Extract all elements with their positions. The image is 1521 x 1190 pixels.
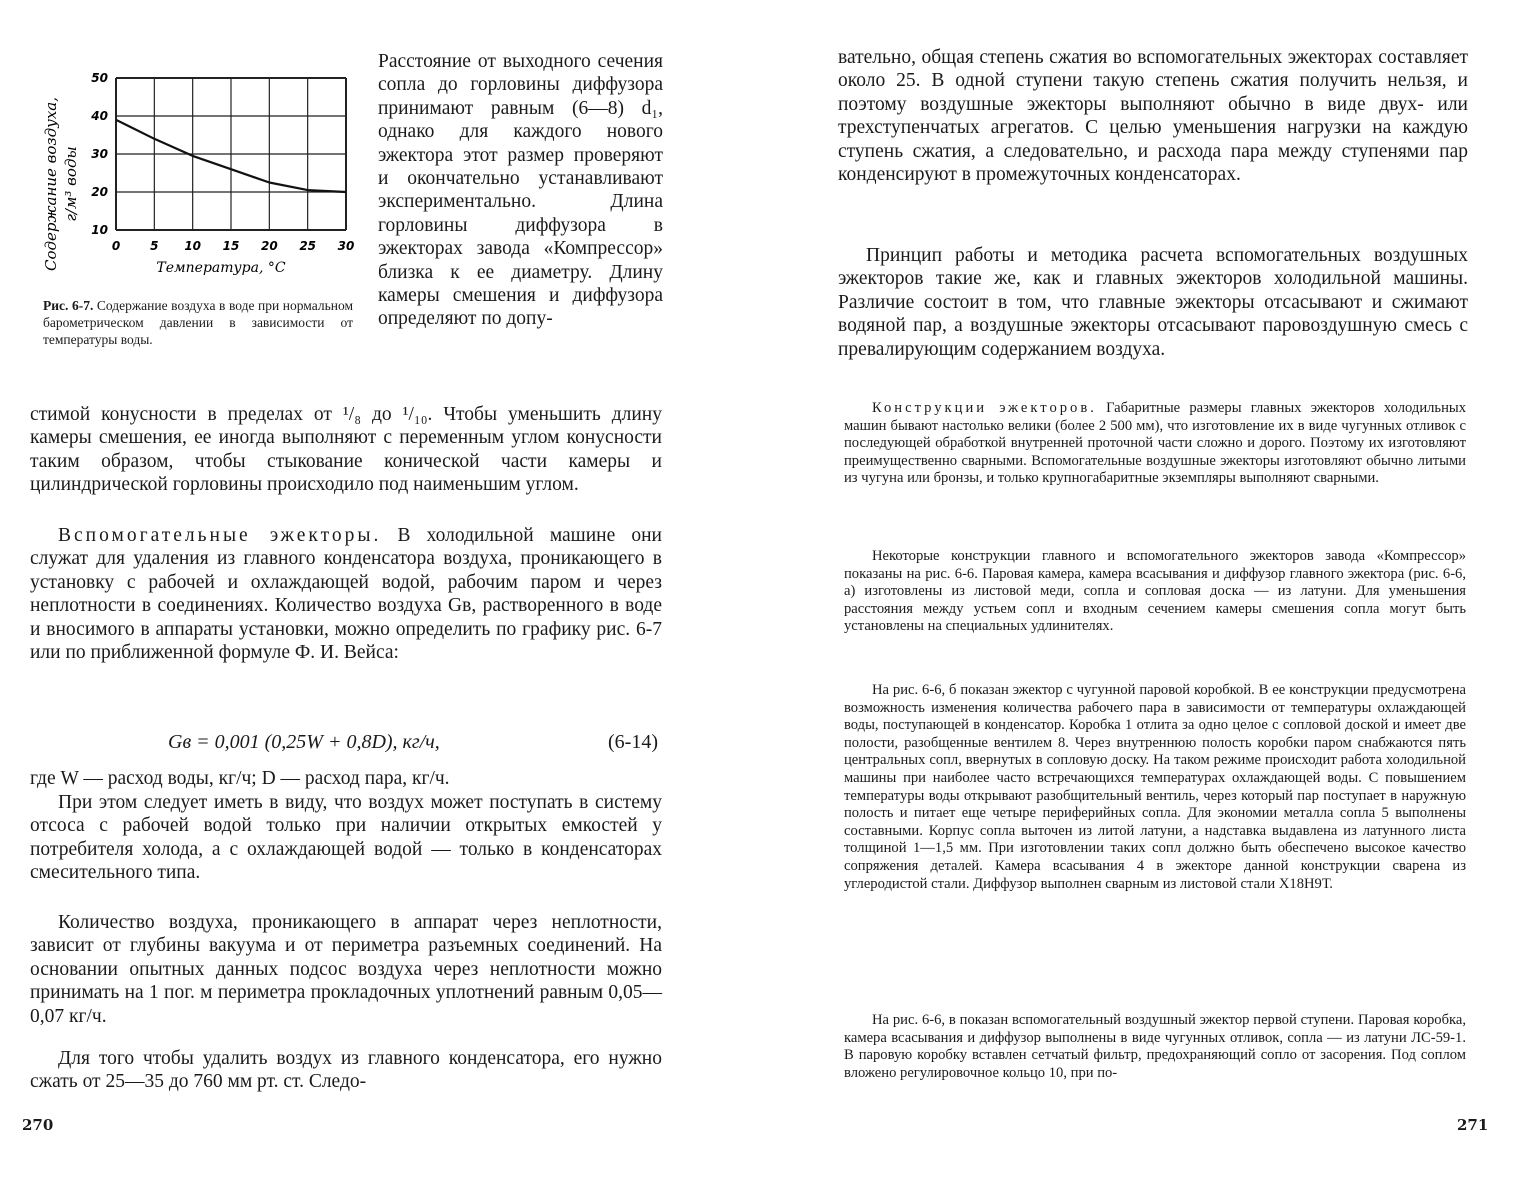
- paragraph-cast-iron-box: На рис. 6-6, б показан эжектор с чугунной паровой коробкой. В ее конструкции предусмотрена возможность изменения количества рабочего пара в зависимости от температуры охлаждающей воды, поступающей в конденсатор. Коробка 1 отлита за одно целое с сопловой доской и имеет две полости, разобщенные вентилем 8. Через внутреннюю полость коробки паром снабжаются пять центральных сопл, ввернутых в сопловую доску. На таком режиме происходит работа холодильной машины при наиболее часто встречающихся температурах охлаждающей воды. С повышением температуры воды открывают разобщительный вентиль, через который пар поступает в наружную полость и питает еще четыре периферийных сопла. Для экономии металла сопла 5 выполнены составными. Корпус сопла выточен из литой латуни, а надставка выдавлена из латунного листа толщиной 1—1,5 мм. При изготовлении таких сопл должно быть обеспечено высокое качество сопряжения деталей. Камера всасывания 4 в эжекторе данной конструкции сварена из углеродистой стали. Диффузор выполнен сварным из листовой стали Х18Н9Т.: [844, 682, 1466, 892]
- section-heading-designs: Конструкции эжекторов.: [872, 400, 1097, 416]
- left-page: [0, 0, 700, 1190]
- paragraph-auxiliary-ejectors: [30, 524, 662, 664]
- x-axis-label: Температура, °С: [156, 260, 286, 276]
- paragraph-air-leakage: Количество воздуха, проникающего в аппарат через неплотности, зависит от глубины вакуума и от периметра разъемных соединений. На основании опытных данных подсос воздуха через неплотности можно принимать на 1 пог. м периметра прокладочных уплотнений равным 0,05—0,07 кг/ч.: [30, 912, 662, 1027]
- y-tick-label: 30: [91, 147, 108, 161]
- paragraph-working-principle: Принцип работы и методика расчета вспомогательных воздушных эжекторов такие же, как и главных эжекторов холодильной машины. Различие состоит в том, что главные эжекторы отсасывают и сжимают водяной пар, а воздушные эжекторы отсасывают паровоздушную смесь с превалирующим содержанием воздуха.: [838, 245, 1468, 360]
- section-heading-auxiliary: Вспомогательные эжекторы.: [58, 525, 382, 546]
- x-tick-label: 15: [222, 239, 240, 253]
- page-number-right: 271: [1457, 1116, 1489, 1134]
- paragraph-taper: стимой конусности в пределах от ¹/₈ до ¹/₁₀. Чтобы уменьшить длину камеры смешения, ее иногда выполняют с переменным углом конусности таким образом, чтобы стыкование конической части камеры и цилиндрической горловины происходило под наименьшим углом.: [30, 404, 662, 496]
- figure-caption-label: Рис. 6-7.: [43, 298, 94, 313]
- x-tick-label: 25: [299, 239, 317, 253]
- y-axis-label: Содержание воздуха,: [42, 97, 60, 271]
- paragraph-compression: Для того чтобы удалить воздух из главного конденсатора, его нужно сжать от 25—35 до 760 мм рт. ст. Следо-: [30, 1048, 662, 1093]
- paragraph-ejector-designs: [844, 400, 1466, 488]
- paragraph-nozzle-distance: Расстояние от выходного сечения сопла до горловины диффузора принимают равным (6—8) d₁, однако для каждого нового эжектора этот размер проверяют и окончательно устанавливают экспериментально. Длина горловины диффузора в эжекторах завода «Компрессор» близка к ее диаметру. Длину камеры смешения и диффузора определяют по допу-: [378, 51, 663, 330]
- air-content-chart: [36, 62, 361, 302]
- y-tick-label: 40: [91, 109, 108, 123]
- x-tick-label: 10: [184, 239, 202, 253]
- x-tick-label: 5: [150, 239, 159, 253]
- formula-expression: Gв = 0,001 (0,25W + 0,8D), кг/ч,: [168, 731, 440, 753]
- formula-number: (6-14): [608, 731, 658, 753]
- paragraph-designs-text: Габаритные размеры главных эжекторов холодильных машин бывают настолько велики (более 2 500 мм), что изготовление их в виде чугунных отливок с последующей обработкой внутренней проточной части сложно и дорого. Поэтому их изготовляют преимущественно сварными. Вспомогательные воздушные эжекторы изготовляют обычно литыми из чугуна или бронзы, и только крупногабаритные экземпляры выполняют сварными.: [844, 400, 1466, 487]
- y-axis-label-unit: г/м³ воды: [62, 146, 80, 222]
- paragraph-auxiliary-text: В холодильной машине они служат для удаления из главного конденсатора воздуха, проникающего в установку с рабочей и охлаждающей водой, рабочим паром и через неплотности в соединениях. Количество воздуха Gв, растворенного в воде и вносимого в аппараты установки, можно определить по графику рис. 6-7 или по приближенной формуле Ф. И. Вейса:: [30, 525, 662, 664]
- y-tick-label: 10: [91, 223, 108, 237]
- page-number-left: 270: [22, 1116, 54, 1134]
- x-tick-label: 20: [260, 239, 278, 253]
- y-tick-label: 20: [91, 185, 108, 199]
- formula-6-14: [168, 731, 658, 754]
- x-tick-label: 30: [337, 239, 355, 253]
- paragraph-formula-legend: где W — расход воды, кг/ч; D — расход пара, кг/ч.: [30, 768, 450, 789]
- paragraph-first-stage: На рис. 6-6, в показан вспомогательный воздушный эжектор первой ступени. Паровая коробка, камера всасывания и диффузор выполнены в виде чугунных отливок, сопла — из латуни ЛС-59-1. В паровую коробку вставлен сетчатый фильтр, предохраняющий сопло от засорения. Под соплом вложено регулировочное кольцо 10, при по-: [844, 1012, 1466, 1081]
- figure-caption-text: Содержание воздуха в воде при нормальном барометрическом давлении в зависимости от температуры воды.: [43, 298, 354, 347]
- figure-caption: [43, 297, 353, 348]
- paragraph-kompressor-designs: Некоторые конструкции главного и вспомогательного эжекторов завода «Компрессор» показаны на рис. 6-6. Паровая камера, камера всасывания и диффузор главного эжектора (рис. 6-6, а) изготовлены из листовой меди, сопла и сопловая доска — из латуни. Для уменьшения расстояния между устьем сопл и входным сечением камеры смешения сопла могут быть установлены на специальных удлинителях.: [844, 548, 1466, 635]
- x-tick-label: 0: [111, 239, 121, 253]
- paragraph-compression-ratio: вательно, общая степень сжатия во вспомогательных эжекторах составляет около 25. В одной ступени такую степень сжатия получить нельзя, и поэтому воздушные эжекторы выполняют обычно в виде двух- или трехступенчатых агрегатов. С целью уменьшения нагрузки на каждую ступень сжатия, а следовательно, и расхода пара между ступенями пар конденсируют в промежуточных конденсаторах.: [838, 47, 1468, 186]
- paragraph-air-sources: При этом следует иметь в виду, что воздух может поступать в систему отсоса с рабочей водой только при наличии открытых емкостей у потребителя холода, а с охлаждающей водой — только в конденсаторах смесительного типа.: [30, 792, 662, 884]
- y-tick-label: 50: [91, 71, 108, 85]
- right-page: [760, 0, 1521, 1190]
